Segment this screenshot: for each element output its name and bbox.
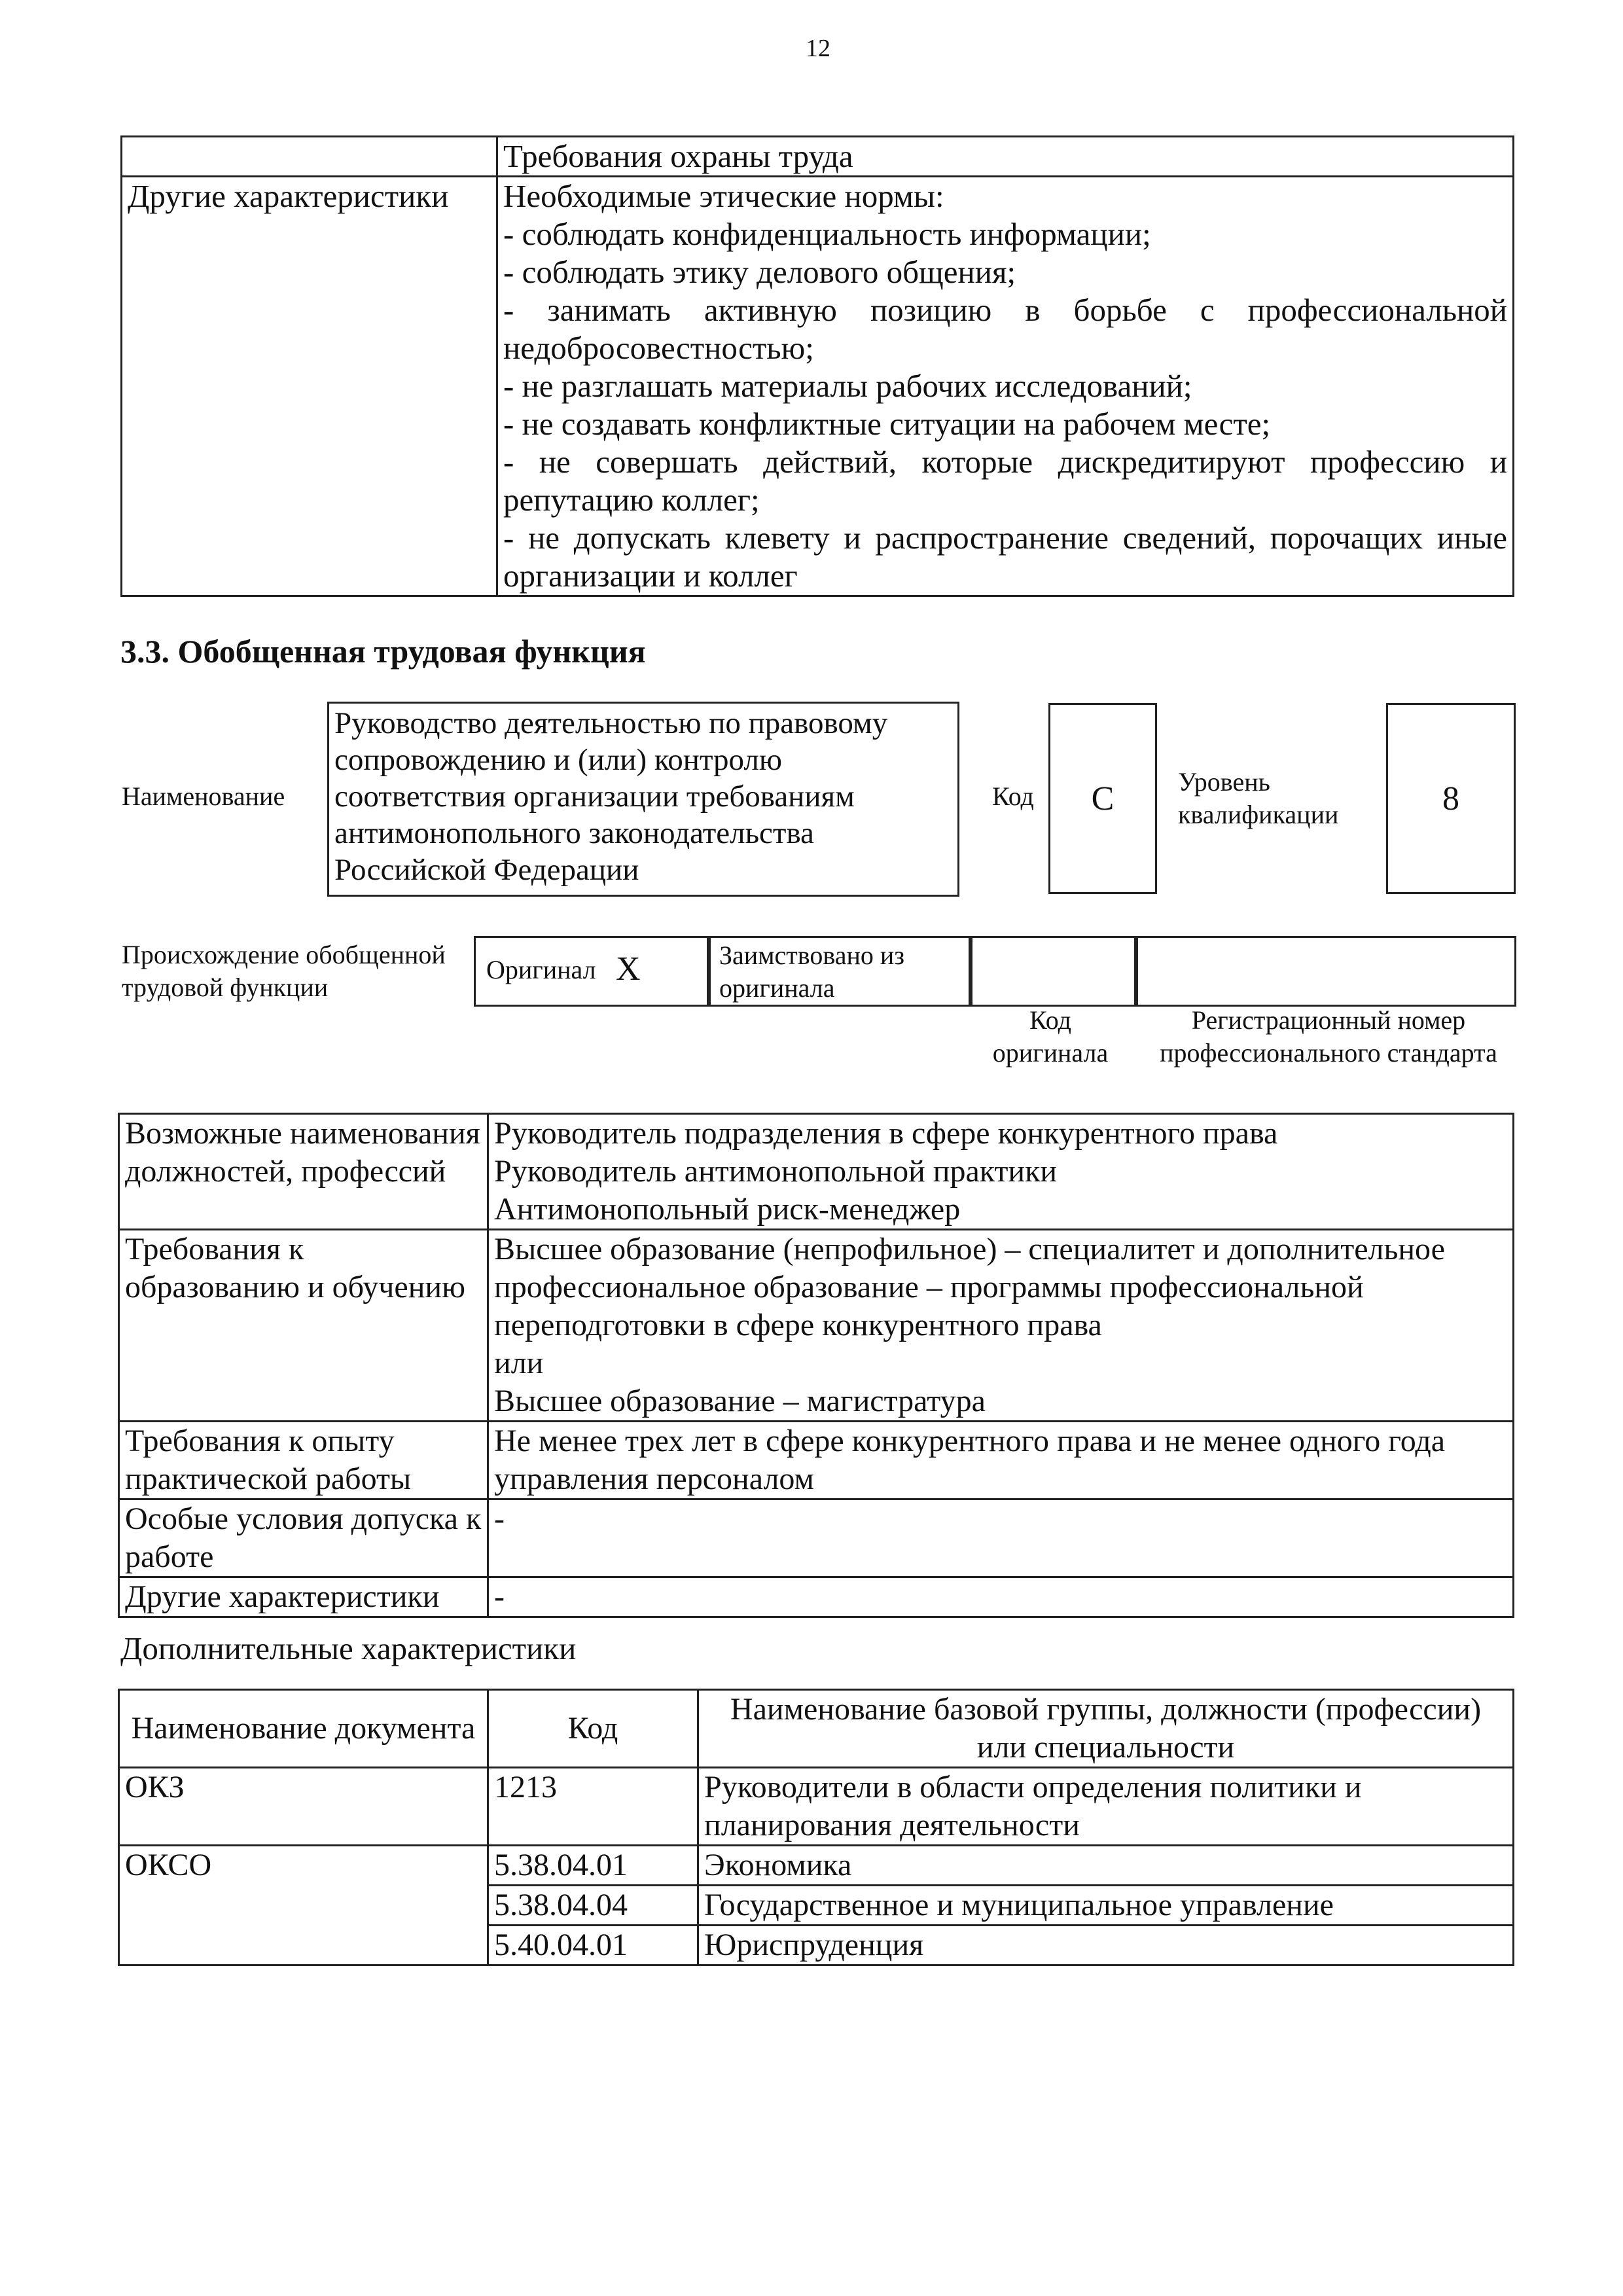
table-cell: 1213 [488,1768,698,1846]
table-row [122,137,1514,177]
code-box: C [1048,703,1157,894]
table-row [119,1422,1514,1499]
ethics-list [497,177,1514,596]
borrowed-cell [707,936,972,1007]
table-cell: ОКСО [119,1846,488,1965]
original-mark: X [616,950,641,988]
table-header-row [119,1690,1514,1768]
table-cell [122,137,497,177]
row-label: Требования к образованию и обучению [119,1230,488,1422]
section-title: 3.3. Обобщенная трудовая функция [120,633,646,670]
row-label: Требования к опыту практической работы [119,1422,488,1499]
caption-code: Код оригинала [992,1005,1109,1067]
table-row [119,1230,1514,1422]
table-row [119,1846,1514,1886]
row-value [488,1422,1514,1499]
table-row [119,1114,1514,1230]
list-item: Антимонопольный риск-менеджер [494,1192,961,1227]
name-label: Наименование [122,781,285,811]
header-cell: Наименование базовой группы, должности (профессии) или специальности [698,1690,1514,1768]
list-item: Высшее образование – магистратура [494,1384,986,1418]
row-value [488,1577,1514,1617]
reg-number-cell [1134,936,1516,1007]
table-row [122,177,1514,596]
list-item: - занимать активную позицию в борьбе с профессиональной недобросовестностью; [503,292,1507,366]
level-box: 8 [1386,703,1516,894]
table-cell: 5.38.04.04 [488,1886,698,1926]
table-cell: Экономика [698,1846,1514,1886]
level-label: Уровень квалификации [1178,767,1339,829]
table-cell: Юриспруденция [698,1926,1514,1965]
code-label: Код [992,781,1034,811]
table-row [119,1499,1514,1577]
header-cell: Наименование документа [119,1690,488,1768]
list-item: - не разглашать материалы рабочих исследований; [503,368,1192,404]
table-cell: Руководители в области определения политики и планирования деятельности [698,1768,1514,1846]
page-number: 12 [806,35,830,62]
list-item: Не менее трех лет в сфере конкурентного права и не менее одного года управления персоналом [494,1424,1446,1496]
table-row [119,1768,1514,1846]
table-row [119,1577,1514,1617]
list-item: Необходимые этические нормы: [503,178,944,214]
details-table [118,1113,1514,1618]
table-cell: 5.38.04.01 [488,1846,698,1886]
additional-title: Дополнительные характеристики [120,1630,577,1666]
list-item: - не совершать действий, которые дискредитируют профессию и репутацию коллег; [503,444,1507,518]
table-cell: Требования охраны труда [497,137,1514,177]
list-item: или [494,1346,544,1380]
list-item: - соблюдать конфиденциальность информации; [503,216,1151,252]
caption-reg: Регистрационный номер профессионального стандарта [1160,1005,1497,1067]
list-item: - соблюдать этику делового общения; [503,254,1016,290]
table-cell: 5.40.04.01 [488,1926,698,1965]
header-cell: Код [488,1690,698,1768]
list-item: - [494,1579,505,1614]
original-label: Оригинал [486,955,596,984]
row-value [488,1114,1514,1230]
list-item: - не допускать клевету и распространение сведений, порочащих иные организации и коллег [503,520,1507,594]
table-cell: Государственное и муниципальное управление [698,1886,1514,1926]
list-item: Руководитель антимонопольной практики [494,1154,1058,1189]
additional-table [118,1689,1514,1966]
list-item: Руководитель подразделения в сфере конкурентного права [494,1116,1278,1151]
row-label: Другие характеристики [119,1577,488,1617]
row-label: Возможные наименования должностей, профессий [119,1114,488,1230]
row-value [488,1499,1514,1577]
row-label: Другие характеристики [122,177,497,596]
original-code-cell [969,936,1138,1007]
table-cell: ОКЗ [119,1768,488,1846]
origin-label: Происхождение обобщенной трудовой функции [122,940,446,1002]
continuation-table [120,135,1514,597]
function-name-box: Руководство деятельностью по правовому сопровождению и (или) контролю соответствия организации требованиям антимонопольного законодательства Российской Федерации [327,702,959,897]
list-item: Высшее образование (непрофильное) – специалитет и дополнительное профессиональное образование – программы профессиональной переподготовки в сфере конкурентного права [494,1232,1445,1342]
row-value [488,1230,1514,1422]
row-label: Особые условия допуска к работе [119,1499,488,1577]
borrowed-label: Заимствовано из оригинала [719,941,905,1003]
original-cell [474,936,711,1007]
list-item: - [494,1501,505,1536]
list-item: - не создавать конфликтные ситуации на рабочем месте; [503,406,1271,442]
